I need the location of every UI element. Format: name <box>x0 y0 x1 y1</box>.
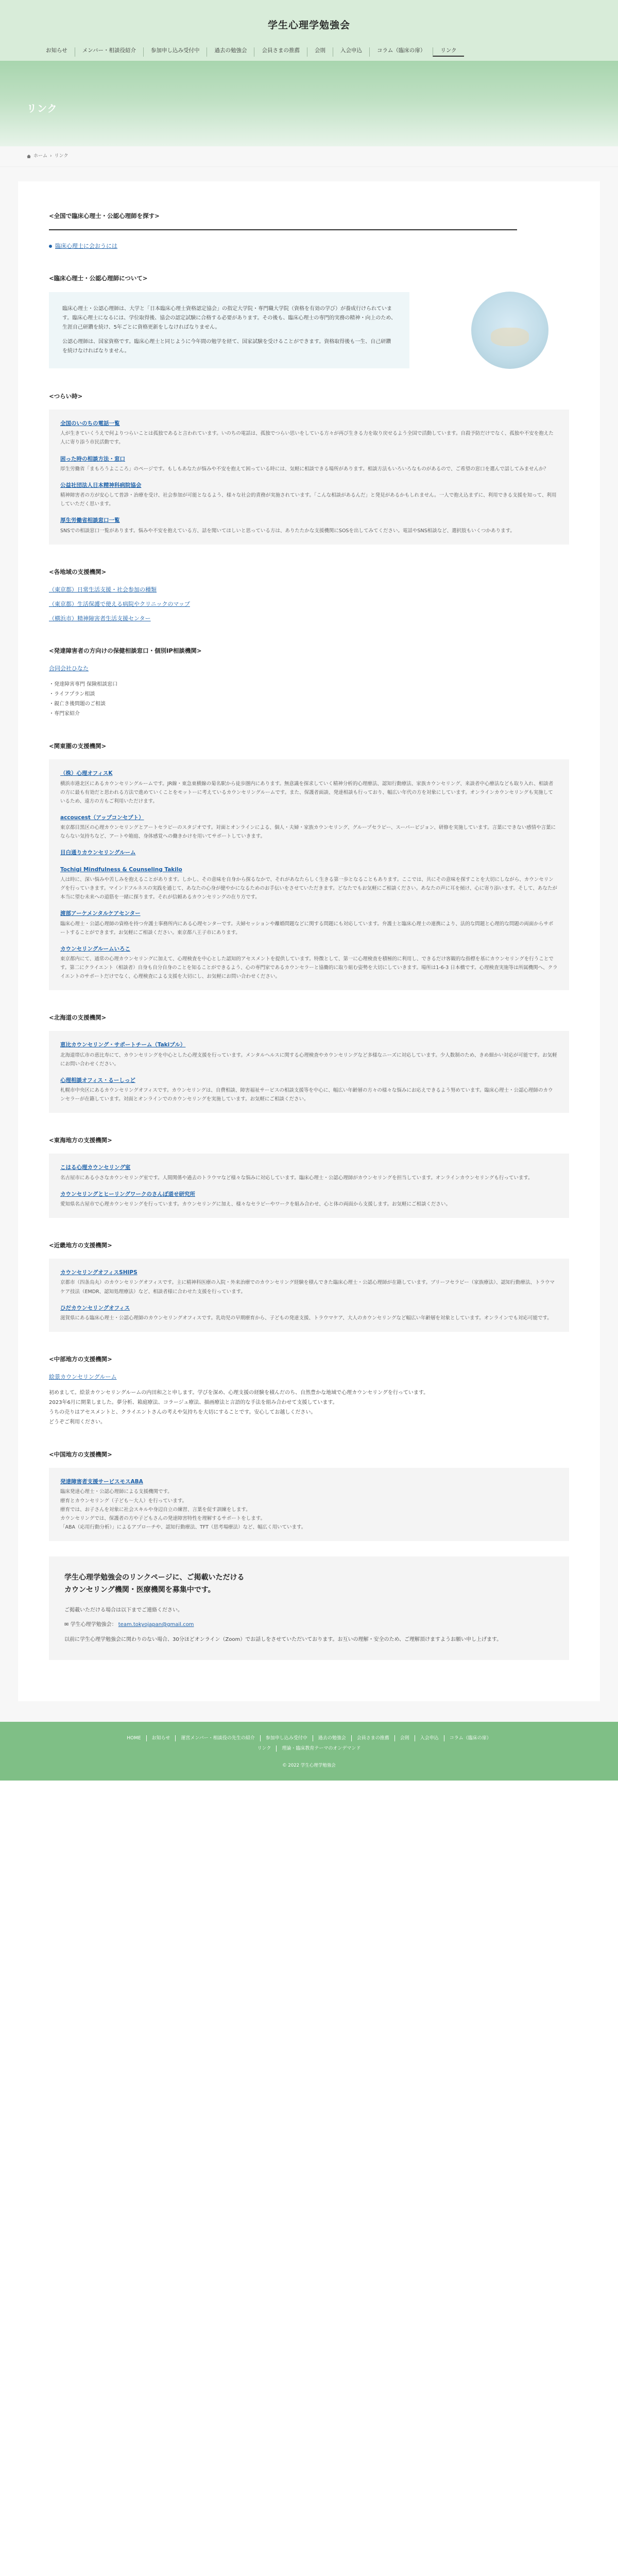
footer-nav-item[interactable]: HOME <box>127 1736 141 1741</box>
entry-box <box>49 410 569 545</box>
entry-link[interactable]: 目白通りカウンセリングルーム <box>60 850 136 856</box>
contact-email-link[interactable]: team.tokyojapan@gmail.com <box>118 1622 194 1628</box>
external-link[interactable]: 合同会社ひなた <box>49 665 89 672</box>
copyright: © 2022 学生心理学勉強会 <box>282 1763 336 1768</box>
entry-description: 愛知県名古屋市で心理カウンセリングを行っています。カウンセリングに加え、様々なセラピーやワークを組み合わせ、心と体の両面から支援します。お気軽にご相談ください。 <box>60 1201 451 1208</box>
promo-title <box>64 1572 554 1597</box>
nav-item[interactable]: お知らせ <box>46 47 67 54</box>
entry-description: SNSでの相談窓口一覧があります。悩みや不安を抱えている方、話を聞いてほしいと思っている方は、ありたたかな支援機関にSOSを出してみてください。電話やSNS相談など、選択肢もいくつかあります。 <box>60 528 515 534</box>
link-item <box>49 664 569 673</box>
section-title: <発達障害者の方向けの保健相談窓口・個別IP相談機関> <box>49 647 202 655</box>
entry <box>60 909 558 937</box>
section-title: <全国で臨床心理士・公認心理師を探す> <box>49 212 160 219</box>
home-icon <box>27 155 31 158</box>
footer-nav-item[interactable]: お知らせ <box>146 1735 176 1741</box>
entry-description <box>60 1487 558 1531</box>
global-nav <box>39 47 464 57</box>
text-line: カウンセリングでは、保護者の方や子どもさんの発達障害特性を理解するサポートをします。 <box>60 1515 266 1521</box>
entry-link[interactable]: 公益社団法人日本精神科病院協会 <box>60 482 142 488</box>
section-title: <つらい時> <box>49 393 83 400</box>
entry-box <box>49 1031 569 1113</box>
text-line: 臨床発達心理士・公認心理師による支援機関です。 <box>60 1489 173 1495</box>
entry-link[interactable]: ひだカウンセリングオフィス <box>60 1304 130 1311</box>
entry <box>60 481 558 509</box>
entry-description: 東京都内にて、通常の心理カウンセリングに加えて、心理検査を中心とした認知的アセスメントを提供しています。特徴として、第一に心理検査を積極的に利用し、できるだけ客観的な指標を基にカウンセリングを行うことです。第二にクライエント（相談者）自身も自分自身のことを知ることができるよう、心の専門家であるカウンセラーと協働的に取り組む姿勢を大切にしていきます。場所は1-6-3 日本橋です。心理検査実施等は所属機関へ、クライエントのサポートだけでなく、心理検査による支援を大切にし、お気軽にお問い合わせください。 <box>60 956 558 980</box>
footer-nav-item[interactable]: 参加申し込み受付中 <box>260 1735 313 1741</box>
breadcrumb-current: リンク <box>54 154 68 159</box>
entry <box>60 848 558 857</box>
text-line: 「ABA（応用行動分析）」によるアプローチや、認知行動療法、TFT（思考場療法）など、幅広く用いています。 <box>60 1524 306 1530</box>
footer-nav-secondary <box>0 1745 618 1752</box>
promo-title-line: カウンセリング機関・医療機関を募集中です。 <box>64 1585 215 1594</box>
entry-description: 札幌市中央区にあるカウンセリングオフィスです。カウンセリングは、自費相談、障害福祉サービスの相談支援等を中心に、幅広い年齢層の方々の様々な悩みにお応えできるよう努めています。臨床心理士・公認心理師のカウンセラーが在籍しています。対面とオンラインでのカウンセリングを実施しています。お気軽にご相談ください。 <box>60 1088 553 1103</box>
intro-paragraph: 臨床心理士・公認心理師は、大学と「日本臨床心理士資格認定協会」の指定大学院・専門職大学院（資格を有効の学び）が養成行けられています。臨床心理士になるには、学位取得後、協会の認定試験に合格する必要があります。その後も、臨床心理士の専門的実務の精神・向上のため、生涯自己研鑽を続け、5年ごとに資格更新をしなければなりません。 <box>62 306 396 331</box>
promo-title-line: 学生心理学勉強会のリンクページに、ご掲載いただける <box>64 1573 245 1582</box>
section-title: <東海地方の支援機関> <box>49 1137 112 1144</box>
entry-description: 精神障害者の方が安心して普診・治療を受け、社会参加が可能となるよう、様々な社会的責務が実施されています。「こんな相談があるんだ」と発見があるかもしれません。一人で抱え込まずに、利用できる支援を知って、利用していただく思います。 <box>60 493 557 507</box>
entry-link[interactable]: 全国のいのちの電話一覧 <box>60 420 120 427</box>
entry <box>60 769 558 806</box>
text-line: どうぞご利用ください。 <box>49 1419 106 1426</box>
text-line: 初めまして。絵景カウンセリングルームの内田和之と申します。学びを深め、心理支援の経験を積んだのち、自然豊かな地域で心理カウンセリングを行っています。 <box>49 1390 429 1396</box>
section-title: <臨床心理士・公認心理師について> <box>49 275 148 282</box>
footer-nav-item[interactable]: リンク <box>257 1746 271 1751</box>
nav-item[interactable]: コラム（臨床の扉） <box>369 47 433 57</box>
footer-nav-item[interactable]: 理論・臨床教育テーマのオンデマンド <box>276 1745 366 1752</box>
intro-paragraph: 公認心理師は、国家資格です。臨床心理士と同じように今年間の勉学を経て、国家試験を受けることができます。資格取得後も一生、自己研鑽を続けなければなりません。 <box>62 339 391 354</box>
entry-description: 横浜市港北区にあるカウンセリングルームです。JR線・東急東横線の菊名駅から徒歩圏内にあります。無意識を探求していく精神分析的心理療法、認知行動療法、家族カウンセリング、来談者中心療法なども取り入れ、相談者の方に最も有効だと思われる方法で進めていくことをモットーに考えているカウンセリングルームです。また、保護者面談、発達相談も行っており、幅広い年代の方を対象にしています。オンラインカウンセリングも実施しているため、遠方の方もご利用いただけます。 <box>60 781 554 804</box>
description-lines <box>49 1388 569 1427</box>
nav-item[interactable]: メンバー・相談役紹介 <box>75 47 143 57</box>
breadcrumb <box>0 146 618 167</box>
promo-text: 以前に学生心理学勉強会に関わりのない場合、30分ほどオンライン（Zoom）でお話しをさせていただいております。お互いの理解・安全のため、ご理解頂けますようお願い申し上げます。 <box>64 1636 502 1642</box>
contact-label: 学生心理学勉強会： <box>70 1622 117 1628</box>
entry <box>60 944 558 981</box>
external-link[interactable]: 臨床心理士に会おうには <box>55 242 117 249</box>
text-line: 2023年6月に開業しました。夢分析、箱庭療法、コラージュ療法、描画療法と言語的な手法を組み合わせて支援しています。 <box>49 1400 338 1406</box>
bullet-icon <box>49 245 52 248</box>
entry <box>60 516 558 535</box>
footer-nav-item[interactable]: 入会申込 <box>415 1735 444 1741</box>
nav-item[interactable]: 過去の勉強会 <box>207 47 254 57</box>
entry <box>60 419 558 447</box>
section-divider <box>49 229 517 230</box>
service-list <box>49 680 569 719</box>
text-line: 療育では、お子さんを対象に社会スキルや身辺自立の練習、言葉を促す訓練をします。 <box>60 1506 251 1513</box>
link-item <box>49 1372 569 1382</box>
breadcrumb-separator: › <box>50 154 52 159</box>
decorative-photo-circle <box>471 292 548 369</box>
site-footer <box>0 1722 618 1781</box>
text-line: ・発達障害専門 保険相談窓口 <box>49 682 118 688</box>
section-title: <中国地方の支援機関> <box>49 1451 112 1459</box>
nav-item[interactable]: 会員さまの推薦 <box>254 47 307 57</box>
entry <box>60 865 558 902</box>
link-list <box>49 585 569 623</box>
site-header <box>0 0 618 61</box>
main-wrapper <box>0 167 618 1722</box>
entry-description: 京都市（四条烏丸）のカウンセリングオフィスです。主に精神科医療の入院・外来治療でのカウンセリング経験を積んできた臨床心理士・公認心理師が在籍しています。ブリーフセラピー（家族療法）、認知行動療法、トラウマケア技法（EMDR、認知処理療法）など、相談者様に合わせた支援を行っています。 <box>60 1280 555 1295</box>
entry-link[interactable]: こはる心理カウンセリング室 <box>60 1164 131 1171</box>
footer-nav-item[interactable]: 会則 <box>394 1735 415 1741</box>
text-line: 療育とカウンセリング（子ども〜大人）を行っています。 <box>60 1498 187 1504</box>
nav-item[interactable]: 参加申し込み受付中 <box>143 47 207 57</box>
section-title: <関東圏の支援機関> <box>49 742 107 750</box>
promo-box <box>49 1556 569 1660</box>
footer-nav <box>0 1735 618 1741</box>
external-link[interactable]: 絵景カウンセリングルーム <box>49 1374 117 1381</box>
page-hero <box>0 61 618 146</box>
section-title: <中部地方の支援機関> <box>49 1355 112 1363</box>
nav-item[interactable]: リンク <box>433 47 464 57</box>
text-line: ・専門家紹介 <box>49 711 80 717</box>
link-item <box>49 242 569 251</box>
external-link[interactable]: （東京都）生活保護で使える病院やクリニックのマップ <box>49 600 190 607</box>
entry-description: 人は時に、深い悩みや苦しみを抱えることがあります。しかし、その意味を自身から探るなかで、それがあなたらしく生きる第一歩となることもあります。ここでは、共にその意味を探すことを大切にしながら、カウンセリングを行っていきます。マインドフルネスの実践を通じて、あなたの心身が健やかになるためのお手伝いをさせていただきます。どなたでもお気軽にご相談ください。あなたの声に耳を傾け、心に寄り添います。そして、あなたが本当に望む未来への道筋を一緒に探ります。それが信頼あるカウンセリングの在り方です。 <box>60 877 557 901</box>
breadcrumb-home[interactable]: ホーム <box>33 154 48 159</box>
entry-box <box>49 1468 569 1541</box>
intro-block <box>49 292 569 369</box>
main-content <box>18 181 600 1701</box>
footer-nav-item[interactable]: 過去の勉強会 <box>313 1735 351 1741</box>
link-item <box>49 600 569 609</box>
promo-text: ご掲載いただける場合は以下までご連絡ください。 <box>64 1607 183 1613</box>
entry <box>60 1268 558 1296</box>
entry-box <box>49 759 569 990</box>
text-line: うちの売りはアセスメントと、クライエントさんの考えや気持ちを大切にすることです。安心してお越しください。 <box>49 1410 316 1416</box>
entry-box <box>49 1259 569 1332</box>
entry-description: 厚生労働省「まもろうよこころ」のページです。もしもあなたが悩みや不安を抱えて困っている時には、気軽に相談できる場所があります。相談方法もいろいろなものがあるので、ご希望の窓口を選んで話してみませんか？ <box>60 466 549 472</box>
entry-description: 人が生きていくうえで何よりつらいことは孤独であると言われています。いのちの電話は、孤独でつらい思いをしている方々が再び生きる力を取り戻せるよう全国で活動しています。自殺予防だけでなく、孤独や不安を抱えた人に寄り添う市民活動です。 <box>60 431 554 446</box>
footer-nav-item[interactable]: コラム（臨床の扉） <box>444 1735 496 1741</box>
entry <box>60 454 558 473</box>
footer-nav-item[interactable]: 運営メンバー・相談役の先生の紹介 <box>175 1735 260 1741</box>
entry-description: 臨床心理士・公認心理師の資格を持つ弁護士事務所内にある心理センターです。夫婦セッションや離婚問題などに関する問題にも対応しています。弁護士と臨床心理士の連携により、法的な問題と心理的な問題の両面からサポートすることができます。お気軽にご相談ください。東京都八王子市にあります。 <box>60 921 554 936</box>
entry-description: 滋賀県にある臨床心理士・公認心理師のカウンセリングオフィスです。乳幼児の早期療育から、子どもの発達支援、トラウマケア、大人のカウンセリングなど幅広い年齢層を対象としています。オンラインでも対応可能です。 <box>60 1315 552 1321</box>
entry <box>60 813 558 841</box>
section-title: <近畿地方の支援機関> <box>49 1242 112 1249</box>
promo-contact <box>64 1620 554 1630</box>
entry-link[interactable]: 心理相談オフィス・るーしっど <box>60 1077 135 1083</box>
entry-link[interactable]: 発達障害者支援サービスモスABA <box>60 1479 143 1485</box>
footer-nav-item[interactable]: 会員さまの推薦 <box>351 1735 394 1741</box>
entry-description: 東京都目黒区の心理カウンセリングとアートセラピーのスタジオです。対面とオンラインによる、個人・夫婦・家族カウンセリング、グループセラピー、スーパービジョン、研修を実施しています。言葉にできない感情や言葉にならない気持ちなど、アートや箱庭、身体感覚への働きかけを用いてサポートしていきます。 <box>60 825 556 840</box>
entry-link[interactable]: 困った時の相談方法・窓口 <box>60 455 125 462</box>
entry-link[interactable]: Tochigi Mindfulness & Counseling Takilo <box>60 866 182 873</box>
section-title: <北海道の支援機関> <box>49 1014 107 1022</box>
external-link[interactable]: （横浜市）精神障害者生活支援センター <box>49 615 151 622</box>
external-link[interactable]: （東京都）日常生活支援・社会参加の種類 <box>49 586 157 593</box>
entry <box>60 1190 558 1209</box>
site-title[interactable]: 学生心理学勉強会 <box>267 20 350 31</box>
text-line: ・親亡き後問題のご相談 <box>49 701 106 707</box>
mail-icon: ✉ <box>64 1622 69 1628</box>
entry-link[interactable]: カウンセリングルームいろこ <box>60 945 130 952</box>
entry-link[interactable]: 恵比カウンセリング・サポートチーム（Takiプル） <box>60 1042 186 1048</box>
entry <box>60 1076 558 1104</box>
entry-description: 北海道帯広市の恵比寿にて、カウンセリングを中心とした心理支援を行っています。メンタルヘルスに関する心理検査やカウンセリングなど多様なニーズに対応しています。少人数制のため、きめ細かい対応が可能です。お気軽にお問い合わせください。 <box>60 1052 557 1067</box>
intro-text-box <box>49 292 409 368</box>
entry-link[interactable]: カウンセリングとヒーリングワークのさんぽ道せ研究所 <box>60 1191 195 1197</box>
entry <box>60 1163 558 1182</box>
entry <box>60 1477 558 1532</box>
nav-item[interactable]: 会則 <box>307 47 333 57</box>
link-item <box>49 585 569 595</box>
entry-link[interactable]: （株）心理オフィスK <box>60 770 113 777</box>
section-title: <各地域の支援機関> <box>49 568 107 575</box>
entry <box>60 1303 558 1323</box>
nav-item[interactable]: 入会申込 <box>333 47 369 57</box>
entry-description: 名古屋市にある小さなカウンセリング室です。人間関係や過去のトラウマなど様々な悩みに対応しています。臨床心理士・公認心理師がカウンセリングを担当しています。オンラインカウンセリングも行っています。 <box>60 1175 533 1181</box>
entry-link[interactable]: accoucest（アップコンセプト） <box>60 814 144 821</box>
entry-link[interactable]: 渡部アーケメンタルケアセンター <box>60 910 141 917</box>
link-item <box>49 614 569 623</box>
entry-box <box>49 1154 569 1218</box>
page-title: リンク <box>27 103 58 114</box>
entry <box>60 1040 558 1069</box>
entry-link[interactable]: カウンセリングオフィスSHIPS <box>60 1269 138 1276</box>
entry-link[interactable]: 厚生労働省相談窓口一覧 <box>60 517 120 524</box>
text-line: ・ライフプラン相談 <box>49 691 95 698</box>
